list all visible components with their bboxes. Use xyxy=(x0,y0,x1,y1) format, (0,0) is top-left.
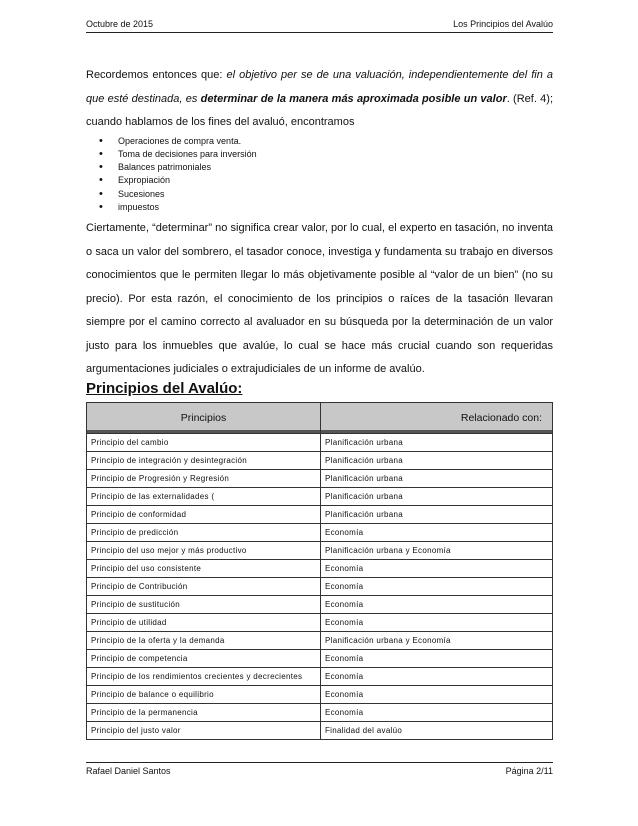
cell-principle: Principio de integración y desintegración xyxy=(87,452,321,470)
table-row xyxy=(87,542,553,560)
cell-related: Economía xyxy=(321,650,553,668)
page-header xyxy=(86,18,553,33)
table-row xyxy=(87,722,553,740)
table-row xyxy=(87,650,553,668)
cell-related: Economía xyxy=(321,578,553,596)
explanation-paragraph: Ciertamente, “determinar” no significa crear valor, por lo cual, el experto en tasación, no inventa o saca un valor del sombrero, el tasador conoce, investiga y fundamenta su trabajo en diversos conocimientos que le permiten llegar lo más objetivamente posible al “valor de un bien” (no su precio). Por esta razón, el conocimiento de los principios o raíces de la tasación llevaran siempre por el camino correcto al avaluador en su búsqueda por la determinación de un valor justo para los inmuebles que avalúe, lo cual se hace más crucial cuando son requeridas argumentaciones judiciales o extrajudiciales de un informe de avalúo. xyxy=(86,222,553,376)
principles-table xyxy=(86,402,553,740)
cell-principle: Principio de las externalidades ( xyxy=(87,488,321,506)
body-text xyxy=(86,64,553,382)
list-item: • Expropiación xyxy=(86,174,553,187)
cell-principle: Principio de la oferta y la demanda xyxy=(87,632,321,650)
cell-related: Economía xyxy=(321,668,553,686)
cell-related: Economía xyxy=(321,524,553,542)
table-row xyxy=(87,488,553,506)
cell-related: Planificación urbana xyxy=(321,470,553,488)
cell-related: Economía xyxy=(321,614,553,632)
cell-principle: Principio de conformidad xyxy=(87,506,321,524)
list-item: • Toma de decisiones para inversión xyxy=(86,148,553,161)
cell-principle: Principio del justo valor xyxy=(87,722,321,740)
cell-related: Economía xyxy=(321,560,553,578)
cell-principle: Principio de la permanencia xyxy=(87,704,321,722)
page-footer xyxy=(86,762,553,777)
footer-author: Rafael Daniel Santos xyxy=(86,766,171,776)
cell-principle: Principio de balance o equilibrio xyxy=(87,686,321,704)
intro-paragraph xyxy=(86,64,553,135)
column-header-relacionado: Relacionado con: xyxy=(321,403,553,434)
cell-related: Finalidad del avalúo xyxy=(321,722,553,740)
intro-text: Recordemos entonces que: xyxy=(86,69,227,81)
list-item: • Balances patrimoniales xyxy=(86,161,553,174)
section-title: Principios del Avalúo: xyxy=(86,380,243,397)
cell-related: Planificación urbana xyxy=(321,434,553,452)
intro-bold: determinar de la manera más aproximada posible un valor xyxy=(200,92,507,105)
header-date: Octubre de 2015 xyxy=(86,19,154,29)
footer-page-number: Página 2/11 xyxy=(505,766,553,776)
cell-principle: Principio del cambio xyxy=(87,434,321,452)
cell-principle: Principio de competencia xyxy=(87,650,321,668)
intro-after: . (Ref. 4); cuando hablamos de los fines del avaluó, encontramos xyxy=(86,92,553,128)
table-row xyxy=(87,596,553,614)
table-row xyxy=(87,524,553,542)
table-row xyxy=(87,434,553,452)
list-item: • Sucesiones xyxy=(86,188,553,201)
table-row xyxy=(87,452,553,470)
cell-related: Planificación urbana y Economía xyxy=(321,632,553,650)
table-header-row xyxy=(87,403,553,434)
table-row xyxy=(87,614,553,632)
table-row xyxy=(87,470,553,488)
purposes-list xyxy=(86,135,553,215)
cell-related: Economía xyxy=(321,686,553,704)
table-row xyxy=(87,668,553,686)
cell-related: Economía xyxy=(321,596,553,614)
header-title: Los Principios del Avalúo xyxy=(453,19,553,29)
table-row xyxy=(87,704,553,722)
cell-related: Economía xyxy=(321,704,553,722)
cell-related: Planificación urbana xyxy=(321,506,553,524)
cell-principle: Principio de utilidad xyxy=(87,614,321,632)
cell-principle: Principio del uso mejor y más productivo xyxy=(87,542,321,560)
cell-principle: Principio del uso consistente xyxy=(87,560,321,578)
table-row xyxy=(87,686,553,704)
cell-principle: Principio de Contribución xyxy=(87,578,321,596)
list-item: • Operaciones de compra venta. xyxy=(86,135,553,148)
column-header-principios: Principios xyxy=(87,403,321,434)
cell-related: Planificación urbana y Economía xyxy=(321,542,553,560)
cell-related: Planificación urbana xyxy=(321,488,553,506)
table-body xyxy=(87,434,553,740)
table-row xyxy=(87,506,553,524)
cell-principle: Principio de predicción xyxy=(87,524,321,542)
cell-principle: Principio de sustitución xyxy=(87,596,321,614)
list-item: • impuestos xyxy=(86,201,553,214)
cell-principle: Principio de los rendimientos crecientes y decrecientes xyxy=(87,668,321,686)
intro-italic: el objetivo per se de una valuación, independientemente del fin a que esté destinada, es xyxy=(86,69,553,105)
cell-principle: Principio de Progresión y Regresión xyxy=(87,470,321,488)
cell-related: Planificación urbana xyxy=(321,452,553,470)
table-row xyxy=(87,578,553,596)
table-row xyxy=(87,560,553,578)
table-row xyxy=(87,632,553,650)
